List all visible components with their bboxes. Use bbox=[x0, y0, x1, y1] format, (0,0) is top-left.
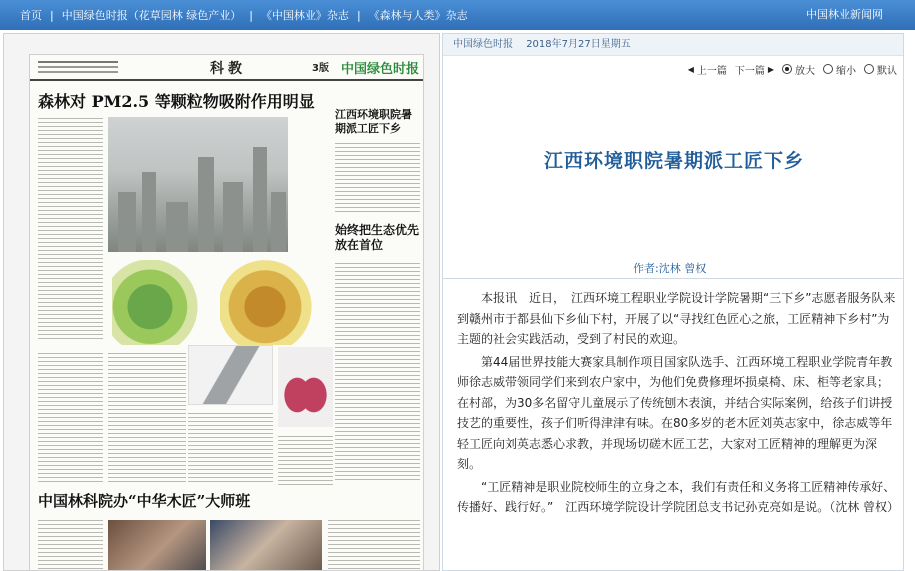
article-paragraph: 第44届世界技能大赛家具制作项目国家队选手、江西环境工程职业学院青年教师徐志威带领同学们来到农户家中，为他们免费修理坏损桌椅、床、柜等老家具；在村部，为30多名留守儿童展示了传统刨木表演，并结合实际案例，给孩子们讲授技艺的重要性，孩子们听得津津有味。在80多岁的老木匠刘英志家中，徐志威等年轻工匠向刘英志悉心求教，并现场切磋木匠工艺，大家对工匠精神的理解更为深刻。 bbox=[457, 354, 893, 471]
zoom-in-label: 放大 bbox=[795, 65, 815, 77]
radio-icon bbox=[864, 64, 874, 74]
radio-selected-icon bbox=[782, 64, 792, 74]
building-shape bbox=[198, 157, 214, 252]
nav-separator: | bbox=[50, 8, 54, 22]
prev-article-button[interactable] bbox=[688, 62, 727, 77]
top-nav-bar bbox=[0, 0, 915, 30]
article-info-bar bbox=[443, 34, 904, 56]
city-smog-photo bbox=[108, 117, 288, 252]
divider bbox=[443, 278, 904, 279]
beijing-map-yellow bbox=[220, 260, 320, 345]
text-column[interactable] bbox=[188, 410, 273, 485]
next-article-label: 下一篇 bbox=[734, 65, 765, 77]
side-headline-article[interactable]: 江西环境职院暑期派工匠下乡 bbox=[335, 108, 412, 135]
text-column[interactable] bbox=[335, 260, 420, 480]
newspaper-page[interactable] bbox=[29, 54, 424, 571]
text-column[interactable] bbox=[38, 350, 103, 485]
building-shape bbox=[118, 192, 136, 252]
zoom-out-radio[interactable] bbox=[823, 62, 856, 77]
text-column[interactable] bbox=[38, 517, 103, 571]
text-column[interactable] bbox=[38, 115, 103, 340]
nav-link-home[interactable]: 首页 bbox=[20, 9, 42, 22]
building-shape bbox=[223, 182, 243, 252]
zoom-out-label: 缩小 bbox=[836, 65, 856, 77]
masthead-info-lines bbox=[38, 61, 118, 63]
lungs-illustration bbox=[278, 347, 333, 427]
text-column[interactable] bbox=[108, 350, 186, 485]
nav-separator: | bbox=[249, 8, 253, 22]
page-section: 科教 bbox=[210, 61, 246, 77]
zoom-in-radio[interactable] bbox=[782, 62, 815, 77]
next-article-button[interactable] bbox=[735, 62, 774, 77]
article-source: 中国绿色时报 bbox=[453, 39, 513, 50]
article-byline: 作者:沈林 曾权 bbox=[633, 262, 707, 275]
newspaper-logo: 中国绿色时报 bbox=[340, 62, 419, 77]
triangle-left-icon: ◀ bbox=[687, 64, 694, 74]
prev-article-label: 上一篇 bbox=[696, 65, 727, 77]
page-number: 3版 bbox=[312, 63, 329, 74]
triangle-right-icon: ▶ bbox=[767, 64, 774, 74]
building-shape bbox=[142, 172, 156, 252]
newspaper-page-viewer bbox=[3, 33, 440, 571]
radio-icon bbox=[823, 64, 833, 74]
text-column[interactable] bbox=[328, 517, 420, 571]
bottom-headline[interactable]: 中国林科院办“中华木匠”大师班 bbox=[38, 492, 251, 510]
newspaper-masthead bbox=[30, 55, 424, 81]
article-controls bbox=[680, 61, 897, 77]
article-body bbox=[457, 288, 900, 520]
nav-link-china-forestry[interactable]: 《中国林业》杂志 bbox=[260, 9, 349, 22]
article-title: 江西环境职院暑期派工匠下乡 bbox=[543, 150, 804, 172]
beijing-map-green bbox=[112, 260, 207, 345]
text-column[interactable] bbox=[335, 140, 420, 215]
side-headline-2[interactable]: 始终把生态优先放在首位 bbox=[335, 223, 420, 252]
workshop-photo-2 bbox=[210, 520, 322, 571]
article-pane bbox=[442, 33, 904, 571]
article-paragraph: “工匠精神是职业院校师生的立身之本，我们有责任和义务将工匠精神传承好、传播好、践行好。” 江西环境学院设计学院团总支书记孙克亮如是说。（沈林 曾权） bbox=[457, 479, 900, 514]
nav-separator: | bbox=[356, 8, 361, 22]
text-column[interactable] bbox=[278, 433, 333, 485]
site-name-link[interactable]: 中国林业新闻网 bbox=[806, 8, 883, 21]
building-shape bbox=[271, 192, 286, 252]
nav-link-forest-human[interactable]: 《森林与人类》杂志 bbox=[368, 9, 468, 22]
page-headline[interactable]: 森林对 PM2.5 等颗粒物吸附作用明显 bbox=[38, 92, 315, 111]
default-size-radio[interactable] bbox=[864, 62, 897, 77]
building-shape bbox=[166, 202, 188, 252]
article-paragraph: 本报讯 近日， 江西环境工程职业学院设计学院暑期“三下乡”志愿者服务队来到赣州市于都县仙下乡仙下村，开展了以“寻找红色匠心之旅，工匠精神下乡村”为主题的社会实践活动，受到了村民的欢迎。 bbox=[457, 291, 896, 346]
particle-diagram bbox=[188, 345, 273, 405]
top-nav-links bbox=[20, 0, 468, 30]
building-shape bbox=[253, 147, 267, 252]
workshop-photo-1 bbox=[108, 520, 206, 571]
default-size-label: 默认 bbox=[877, 65, 897, 77]
article-date: 2018年7月27日星期五 bbox=[526, 39, 631, 50]
nav-link-green-times[interactable]: 中国绿色时报（花草园林 绿色产业） bbox=[61, 9, 242, 22]
